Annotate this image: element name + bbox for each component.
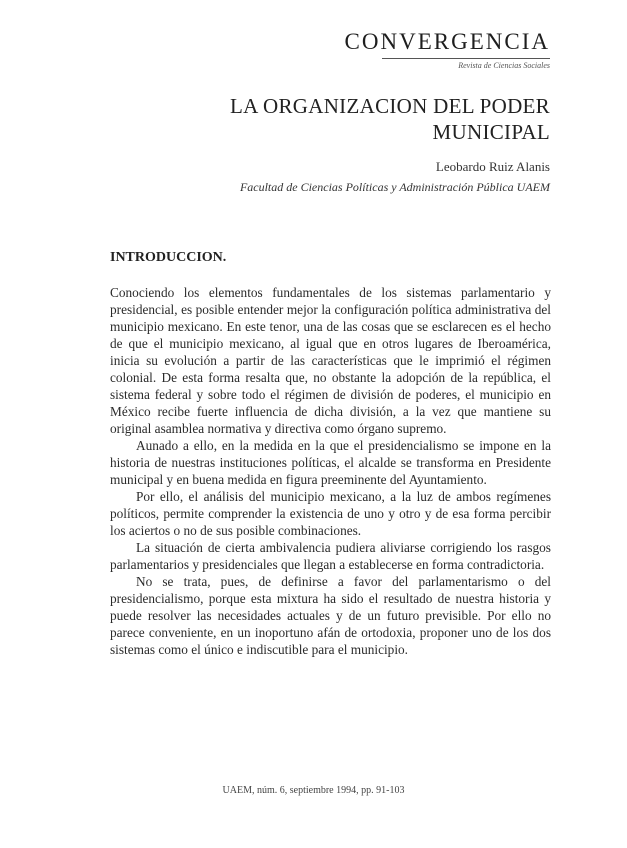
body-paragraph: Aunado a ello, en la medida en la que el presidencialismo se impone en la historia de nuestras instituciones políticas, el alcalde se transforma en Presidente municipal y en buena medida en figura preeminente del Ayuntamiento. bbox=[110, 438, 551, 487]
page-footer-citation: UAEM, núm. 6, septiembre 1994, pp. 91-103 bbox=[222, 785, 405, 796]
journal-subtitle: Revista de Ciencias Sociales bbox=[458, 61, 550, 70]
body-paragraph: Por ello, el análisis del municipio mexicano, a la luz de ambos regímenes políticos, permite comprender la existencia de uno y otro y de esa forma percibir los aciertos o no de sus posible combinaciones. bbox=[110, 489, 551, 538]
body-paragraph: La situación de cierta ambivalencia pudiera aliviarse corrigiendo los rasgos parlamentarios y presidenciales que llegan a establecerse en forma contradictoria. bbox=[110, 540, 551, 572]
section-heading: INTRODUCCION. bbox=[110, 250, 227, 265]
journal-name: CONVERGENCIA bbox=[344, 29, 550, 54]
masthead-rule bbox=[382, 58, 550, 59]
article-body bbox=[110, 284, 551, 658]
body-paragraph: No se trata, pues, de definirse a favor del parlamentarismo o del presidencialismo, porque esta mixtura ha sido el resultado de nuestra historia y puede resolver las necesidades actuales y de un futuro previsible. Por ello no parece conveniente, en un inoportuno afán de ortodoxia, proponer uno de los dos sistemas como el único e indiscutible para el municipio. bbox=[110, 574, 551, 657]
author-affiliation: Facultad de Ciencias Políticas y Administración Pública UAEM bbox=[239, 180, 550, 194]
body-paragraph: Conociendo los elementos fundamentales de los sistemas parlamentario y presidencial, es posible entender mejor la configuración política administrativa del municipio mexicano. En este tenor, una de las cosas que se esclarecen es el hecho de que el municipio mexicano, al igual que en otros lugares de Iberoamérica, inicia su evolución a partir de las características que le imprimió el régimen colonial. De esta forma resalta que, no obstante la adopción de la república, el sistema federal y sobre todo el régimen de división de poderes, el municipio en México recibe fuerte influencia de dicha división, a la vez que mantiene su original asamblea normativa y directiva como órgano supremo. bbox=[110, 285, 551, 436]
article-author: Leobardo Ruiz Alanis bbox=[435, 159, 550, 174]
article-title: LA ORGANIZACION DEL PODER MUNICIPAL bbox=[230, 94, 550, 144]
journal-masthead bbox=[345, 30, 550, 71]
